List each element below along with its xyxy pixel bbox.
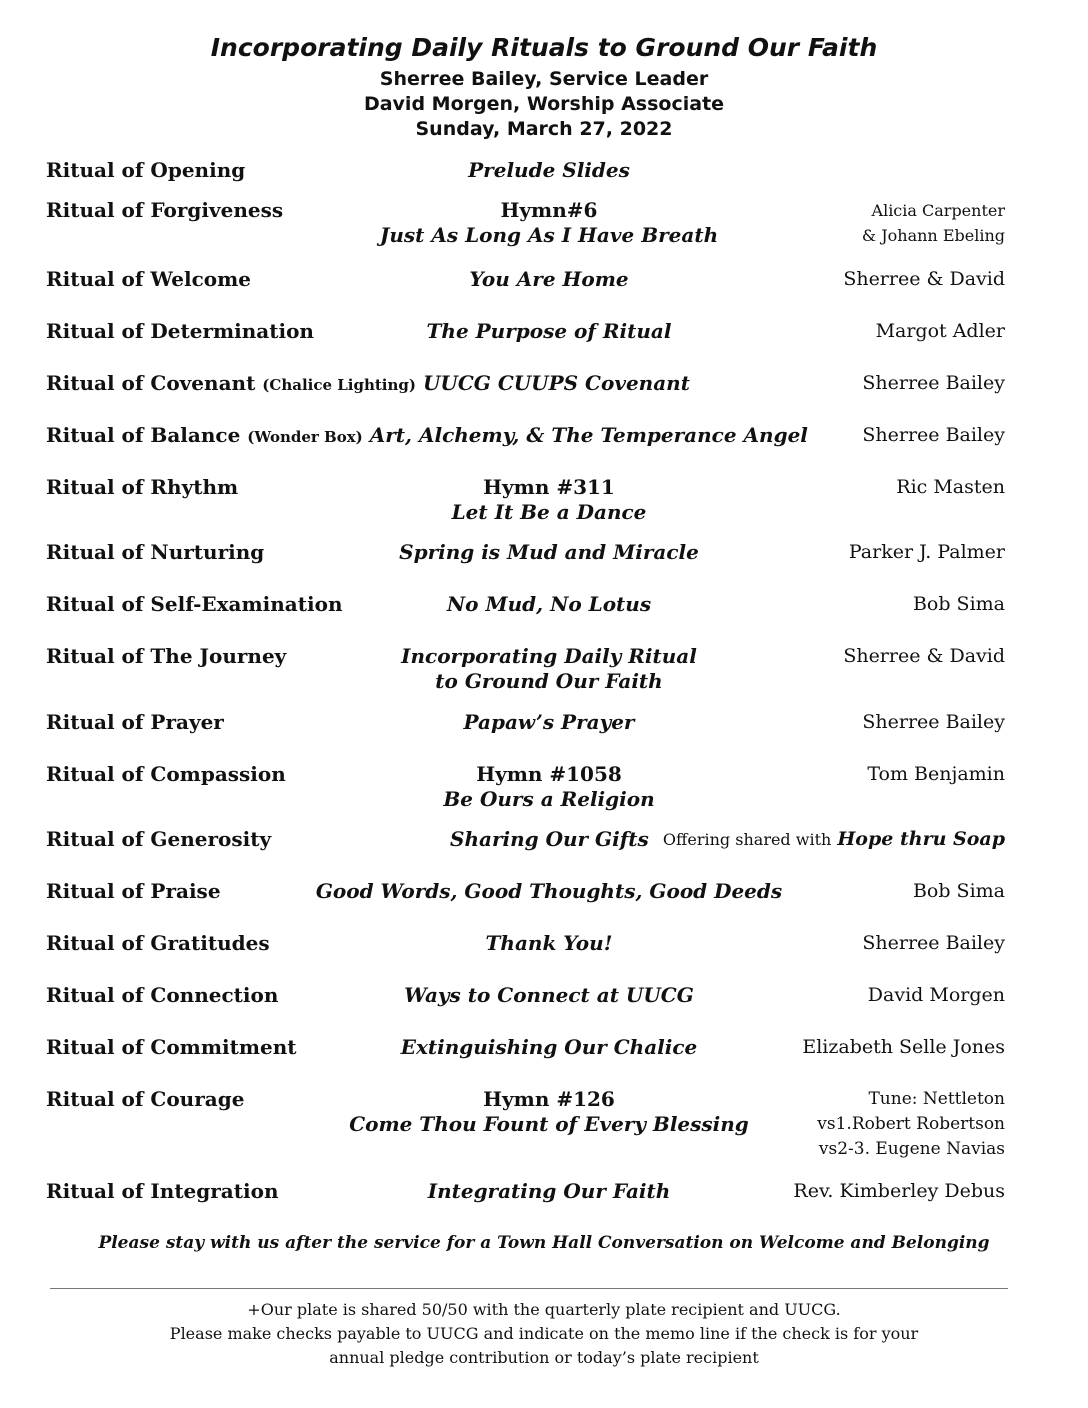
hymn-number: Hymn #311 — [483, 475, 615, 499]
ritual-label: Ritual of Forgiveness — [46, 198, 284, 222]
service-leader: Sherree Bailey, Service Leader — [379, 68, 709, 90]
page-title: Incorporating Daily Rituals to Ground Our Faith — [210, 33, 878, 62]
order-row-balance — [0, 423, 1088, 447]
credit: Rev. Kimberley Debus — [793, 1180, 1005, 1202]
ritual-label: Ritual of Opening — [46, 158, 246, 182]
order-row-generosity — [0, 827, 1088, 851]
ritual-label: Ritual of Commitment — [46, 1035, 297, 1059]
item-title: No Mud, No Lotus — [446, 592, 652, 616]
credit: Bob Sima — [912, 880, 1005, 902]
credit: David Morgen — [867, 984, 1005, 1006]
worship-associate: David Morgen, Worship Associate — [363, 93, 725, 115]
ritual-label: Ritual of Compassion — [46, 762, 286, 786]
item-title: You Are Home — [469, 267, 629, 291]
ritual-label: Ritual of Connection — [46, 983, 279, 1007]
order-row-rhythm — [0, 475, 1088, 524]
order-row-determination — [0, 319, 1088, 343]
order-row-journey — [0, 644, 1088, 693]
ritual-label: Ritual of Rhythm — [46, 475, 239, 499]
credit: Sherree Bailey — [862, 424, 1005, 446]
credit: Sherree Bailey — [862, 372, 1005, 394]
ritual-note: (Chalice Lighting) — [262, 376, 416, 394]
ritual-label: Ritual of Generosity — [46, 827, 272, 851]
ritual-label: Ritual of Welcome — [46, 267, 251, 291]
ritual-label: Ritual of Prayer — [46, 710, 224, 734]
item-title: Prelude Slides — [468, 158, 630, 182]
item-title: Sharing Our Gifts — [450, 827, 649, 851]
item-title — [443, 762, 654, 812]
order-row-courage — [0, 1087, 1088, 1159]
order-row-praise — [0, 879, 1088, 903]
item-title — [349, 1087, 749, 1137]
item-title: UUCG CUUPS Covenant — [422, 371, 690, 395]
hymn-title: Let It Be a Dance — [451, 500, 647, 524]
order-row-opening — [0, 158, 1088, 182]
credit: Sherree & David — [843, 645, 1005, 667]
ritual-label: Ritual of Balance (Wonder Box) Art, Alchemy, & The Temperance Angel — [46, 423, 808, 447]
hymn-title: Just As Long As I Have Breath — [379, 223, 719, 247]
footer-line: annual pledge contribution or today’s plate recipient — [329, 1348, 759, 1367]
item-title: Thank You! — [485, 931, 613, 955]
credit: Alicia Carpenter & Johann Ebeling — [861, 201, 1005, 245]
order-row-prayer — [0, 710, 1088, 734]
hymn-number: Hymn #126 — [483, 1087, 615, 1111]
ritual-label: Ritual of Praise — [46, 879, 221, 903]
ritual-label: Ritual of Nurturing — [46, 540, 265, 564]
item-title: Art, Alchemy, & The Temperance Angel — [369, 423, 808, 447]
order-row-covenant — [0, 371, 1088, 395]
hymn-title: Come Thou Fount of Every Blessing — [349, 1112, 749, 1136]
order-row-welcome — [0, 267, 1088, 291]
item-title: The Purpose of Ritual — [426, 319, 672, 343]
order-row-gratitudes — [0, 931, 1088, 955]
item-title: Extinguishing Our Chalice — [400, 1035, 698, 1059]
footer-line: +Our plate is shared 50/50 with the quarterly plate recipient and UUCG. — [247, 1300, 841, 1319]
service-date: Sunday, March 27, 2022 — [415, 118, 673, 140]
order-row-forgiveness — [0, 198, 1088, 247]
ritual-label: Ritual of The Journey — [46, 644, 287, 668]
hymn-number: Hymn#6 — [500, 198, 598, 222]
ritual-label: Ritual of Gratitudes — [46, 931, 270, 955]
item-title: Good Words, Good Thoughts, Good Deeds — [315, 879, 783, 903]
order-row-self-examination — [0, 592, 1088, 616]
item-title: Spring is Mud and Miracle — [399, 540, 699, 564]
item-title — [452, 475, 647, 525]
order-row-compassion — [0, 762, 1088, 811]
divider — [50, 1288, 1008, 1289]
item-title: Incorporating Daily Ritual to Ground Our Faith — [401, 644, 697, 693]
order-row-commitment — [0, 1035, 1088, 1059]
hymn-title: Be Ours a Religion — [443, 787, 655, 811]
credit: Parker J. Palmer — [848, 541, 1005, 563]
item-title: Ways to Connect at UUCG — [404, 983, 694, 1007]
credit: Bob Sima — [912, 593, 1005, 615]
credit: Sherree & David — [843, 268, 1005, 290]
item-title: Papaw’s Prayer — [463, 710, 635, 734]
credit: Sherree Bailey — [862, 932, 1005, 954]
ritual-note: (Wonder Box) — [247, 428, 363, 446]
offering-recipient: Hope thru Soap — [837, 828, 1005, 850]
credit: Tom Benjamin — [867, 763, 1005, 785]
credit: Ric Masten — [896, 476, 1005, 498]
credit: Tune: Nettleton vs1.Robert Robertson vs2-3. Eugene Navias — [817, 1089, 1005, 1159]
offering-note: Offering shared with Hope thru Soap — [662, 828, 1005, 850]
ritual-label: Ritual of Courage — [46, 1087, 245, 1111]
ritual-label: Ritual of Determination — [46, 319, 314, 343]
order-row-integration — [0, 1179, 1088, 1203]
credit: Sherree Bailey — [862, 711, 1005, 733]
ritual-label: Ritual of Covenant (Chalice Lighting) UUCG CUUPS Covenant — [46, 371, 690, 395]
hymn-number: Hymn #1058 — [476, 762, 622, 786]
order-row-nurturing — [0, 540, 1088, 564]
closing-note: Please stay with us after the service for a Town Hall Conversation on Welcome and Belonging — [98, 1233, 990, 1253]
ritual-label: Ritual of Integration — [46, 1179, 279, 1203]
footer-line: Please make checks payable to UUCG and indicate on the memo line if the check is for your — [169, 1324, 919, 1343]
ritual-label: Ritual of Self-Examination — [46, 592, 343, 616]
order-row-connection — [0, 983, 1088, 1007]
item-title — [380, 198, 718, 248]
credit: Margot Adler — [875, 320, 1005, 342]
item-title: Integrating Our Faith — [427, 1179, 671, 1203]
credit: Elizabeth Selle Jones — [802, 1036, 1005, 1058]
